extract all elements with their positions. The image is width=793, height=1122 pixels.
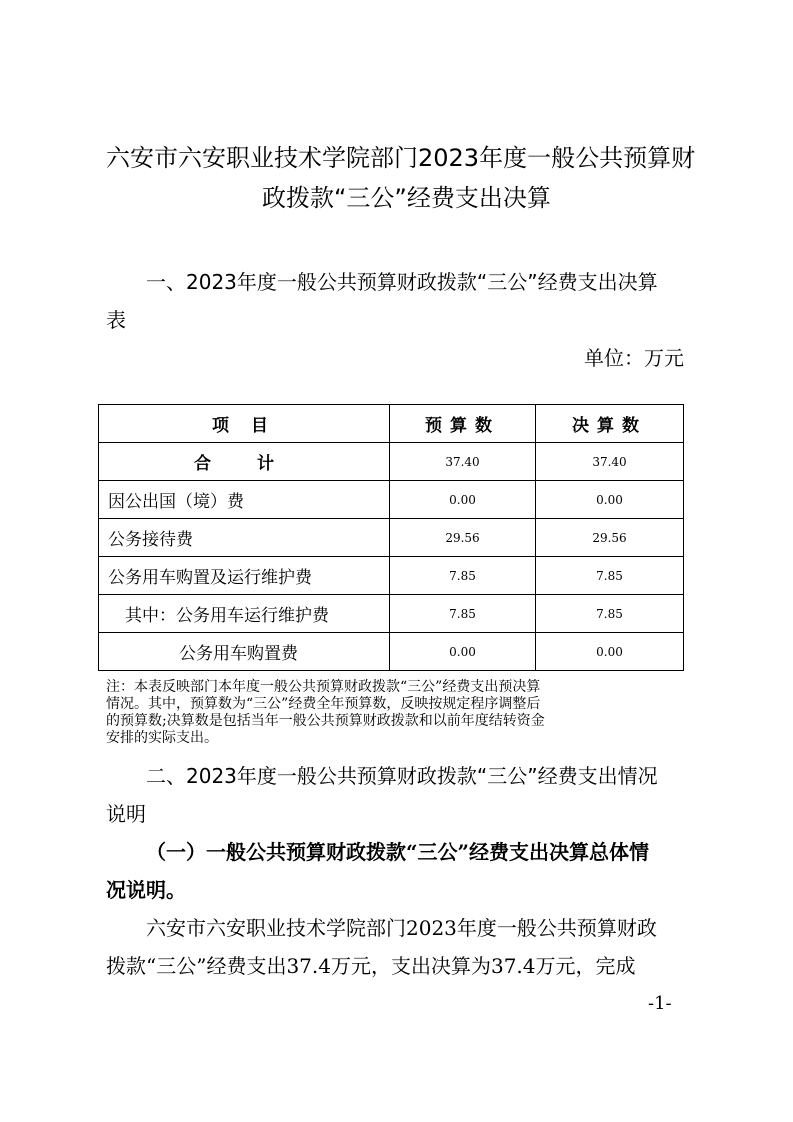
document-title-line1: 六安市六安职业技术学院部门2023年度一般公共预算财	[106, 144, 696, 172]
section2-heading-line2: 说明	[106, 802, 146, 826]
unit-label: 单位：万元	[584, 346, 684, 370]
section1-heading-line2: 表	[106, 308, 126, 332]
page-number: -1-	[648, 993, 672, 1014]
row-budget: 29.56	[390, 519, 536, 557]
row-final: 37.40	[536, 443, 684, 481]
row-final: 0.00	[536, 481, 684, 519]
row-budget: 0.00	[390, 633, 536, 671]
table-row-total	[99, 443, 684, 481]
row-label: 合 计	[99, 443, 390, 481]
row-final: 0.00	[536, 633, 684, 671]
table-note-line3: 的预算数;决算数是包括当年一般公共预算财政拨款和以前年度结转资金	[106, 713, 545, 729]
row-label: 公务用车购置费	[99, 633, 390, 671]
row-final: 29.56	[536, 519, 684, 557]
subsection1-heading-line1: （一）一般公共预算财政拨款“三公”经费支出决算总体情	[146, 840, 650, 864]
section1-heading-line1: 一、2023年度一般公共预算财政拨款“三公”经费支出决算	[146, 270, 658, 294]
header-budget: 预算数	[390, 405, 536, 443]
table-row	[99, 633, 684, 671]
paragraph-line1: 六安市六安职业技术学院部门2023年度一般公共预算财政	[146, 916, 657, 940]
table-header-row	[99, 405, 684, 443]
budget-table	[98, 404, 684, 671]
row-label: 因公出国（境）费	[99, 481, 390, 519]
row-label: 公务接待费	[99, 519, 390, 557]
document-title-line2: 政拨款“三公”经费支出决算	[262, 184, 551, 212]
table-note-line2: 情况。其中，预算数为“三公”经费全年预算数，反映按规定程序调整后	[106, 696, 541, 712]
row-label: 其中：公务用车运行维护费	[99, 595, 390, 633]
section2-heading-line1: 二、2023年度一般公共预算财政拨款“三公”经费支出情况	[146, 764, 658, 788]
table-row	[99, 557, 684, 595]
row-budget: 37.40	[390, 443, 536, 481]
table-row	[99, 519, 684, 557]
row-budget: 0.00	[390, 481, 536, 519]
row-label: 公务用车购置及运行维护费	[99, 557, 390, 595]
row-budget: 7.85	[390, 557, 536, 595]
row-final: 7.85	[536, 557, 684, 595]
paragraph-line2: 拨款“三公”经费支出37.4万元，支出决算为37.4万元，完成	[106, 954, 636, 978]
header-final: 决算数	[536, 405, 684, 443]
header-item: 项 目	[99, 405, 390, 443]
table-row	[99, 595, 684, 633]
table-row	[99, 481, 684, 519]
row-final: 7.85	[536, 595, 684, 633]
table-note-line4: 安排的实际支出。	[106, 730, 218, 746]
subsection1-heading-line2: 况说明。	[106, 878, 186, 902]
table-note-line1: 注：本表反映部门本年度一般公共预算财政拨款“三公”经费支出预决算	[106, 679, 541, 695]
row-budget: 7.85	[390, 595, 536, 633]
